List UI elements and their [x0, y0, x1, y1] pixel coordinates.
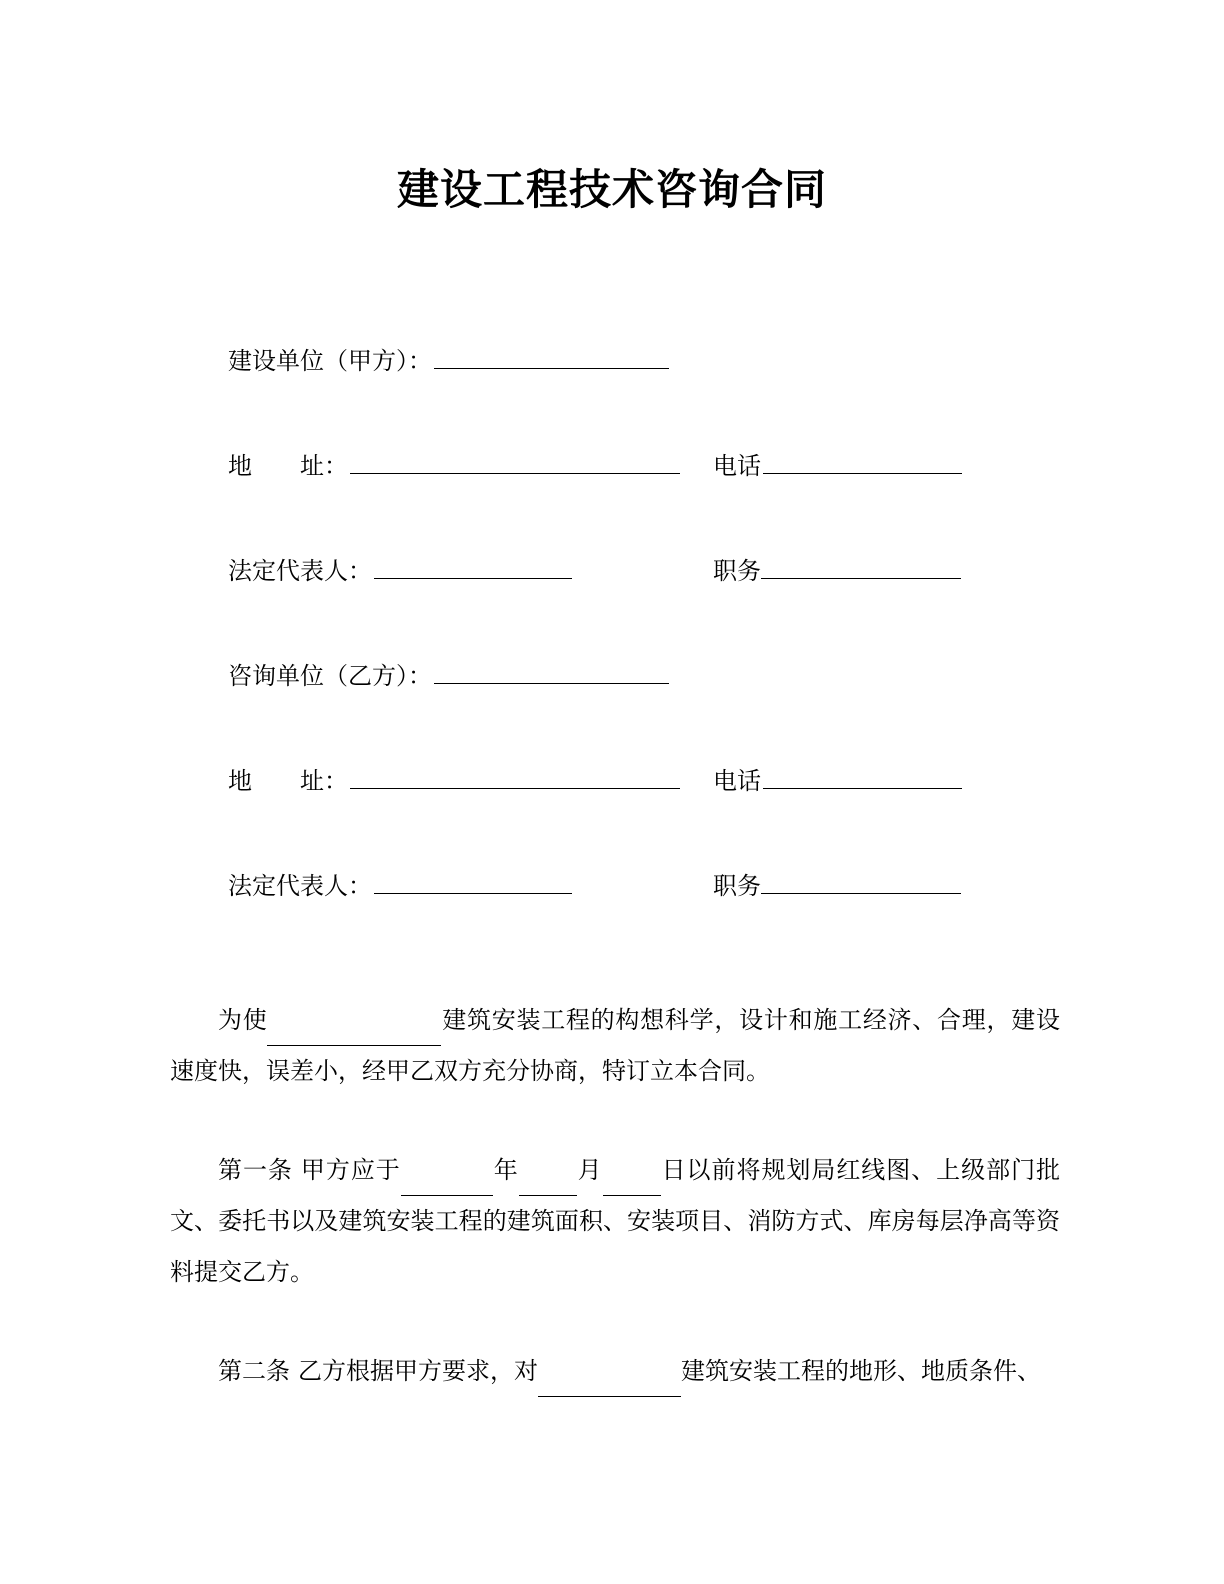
field-label-party-b-address: 地 址：	[228, 767, 348, 795]
form-row-party-a-unit	[0, 344, 1224, 449]
form-row-party-b-address	[0, 764, 1224, 869]
form-row-party-a-representative	[0, 554, 1224, 659]
form-row-party-b-unit	[0, 659, 1224, 764]
clause-1-text-2: 日以前将规划局红线图、上级部门批文、委托书以及建筑安装工程的建筑面积、安装项目、消防方式、库房每层净高等资料提交乙方。	[170, 1156, 1061, 1286]
blank-party-b-unit[interactable]	[434, 661, 669, 684]
blank-party-b-duty[interactable]	[761, 871, 961, 894]
contract-body	[170, 995, 1060, 1397]
field-label-party-b-representative: 法定代表人：	[228, 872, 372, 900]
page-title: 建设工程技术咨询合同	[396, 165, 827, 215]
field-party-b-duty	[713, 869, 961, 903]
clause-2-text-1: 乙方根据甲方要求，对	[298, 1357, 538, 1385]
paragraph-preamble	[170, 995, 1060, 1097]
clause-1-unit-year: 年	[492, 1156, 519, 1184]
blank-clause-1-day[interactable]	[603, 1174, 661, 1196]
preamble-text-before: 为使	[218, 1006, 268, 1034]
form-row-party-b-representative	[0, 869, 1224, 974]
contract-party-form	[0, 344, 1224, 974]
blank-party-b-representative[interactable]	[374, 871, 572, 894]
blank-clause-1-year[interactable]	[401, 1174, 493, 1196]
field-party-a-duty	[713, 554, 961, 588]
field-label-party-b-unit: 咨询单位（乙方）：	[228, 662, 432, 690]
field-party-a-address	[228, 449, 680, 483]
field-party-a-representative	[228, 554, 572, 588]
field-party-a-unit	[228, 344, 669, 378]
paragraph-clause-2	[170, 1346, 1060, 1397]
blank-party-a-representative[interactable]	[374, 556, 572, 579]
paragraph-clause-1	[170, 1145, 1060, 1298]
field-label-party-a-phone: 电话	[713, 452, 761, 480]
clause-2-number: 第二条	[218, 1357, 290, 1385]
blank-party-b-address[interactable]	[350, 766, 680, 789]
blank-party-a-unit[interactable]	[434, 346, 669, 369]
field-party-b-address	[228, 764, 680, 798]
field-label-party-b-phone: 电话	[713, 767, 761, 795]
field-label-party-a-duty: 职务	[713, 557, 761, 585]
blank-party-b-phone[interactable]	[763, 766, 962, 789]
field-party-a-phone	[713, 449, 962, 483]
blank-party-a-phone[interactable]	[763, 451, 962, 474]
field-party-b-representative	[228, 869, 572, 903]
blank-party-a-address[interactable]	[350, 451, 680, 474]
clause-1-text-1: 甲方应于	[300, 1156, 401, 1184]
field-label-party-a-address: 地 址：	[228, 452, 348, 480]
blank-party-a-duty[interactable]	[761, 556, 961, 579]
form-row-party-a-address	[0, 449, 1224, 554]
field-party-b-unit	[228, 659, 669, 693]
blank-clause-1-month[interactable]	[519, 1174, 577, 1196]
preamble-text-after: 建筑安装工程的构想科学，设计和施工经济、合理，建设速度快，误差小，经甲乙双方充分协商，特订立本合同。	[170, 1006, 1061, 1085]
blank-clause-2-project[interactable]	[538, 1375, 681, 1397]
clause-2-text-2: 建筑安装工程的地形、地质条件、	[681, 1357, 1041, 1385]
field-party-b-phone	[713, 764, 962, 798]
field-label-party-a-unit: 建设单位（甲方）：	[228, 347, 432, 375]
clause-1-number: 第一条	[218, 1156, 293, 1184]
field-label-party-a-representative: 法定代表人：	[228, 557, 372, 585]
blank-preamble-project[interactable]	[267, 1024, 441, 1046]
field-label-party-b-duty: 职务	[713, 872, 761, 900]
clause-1-unit-month: 月	[576, 1156, 603, 1184]
